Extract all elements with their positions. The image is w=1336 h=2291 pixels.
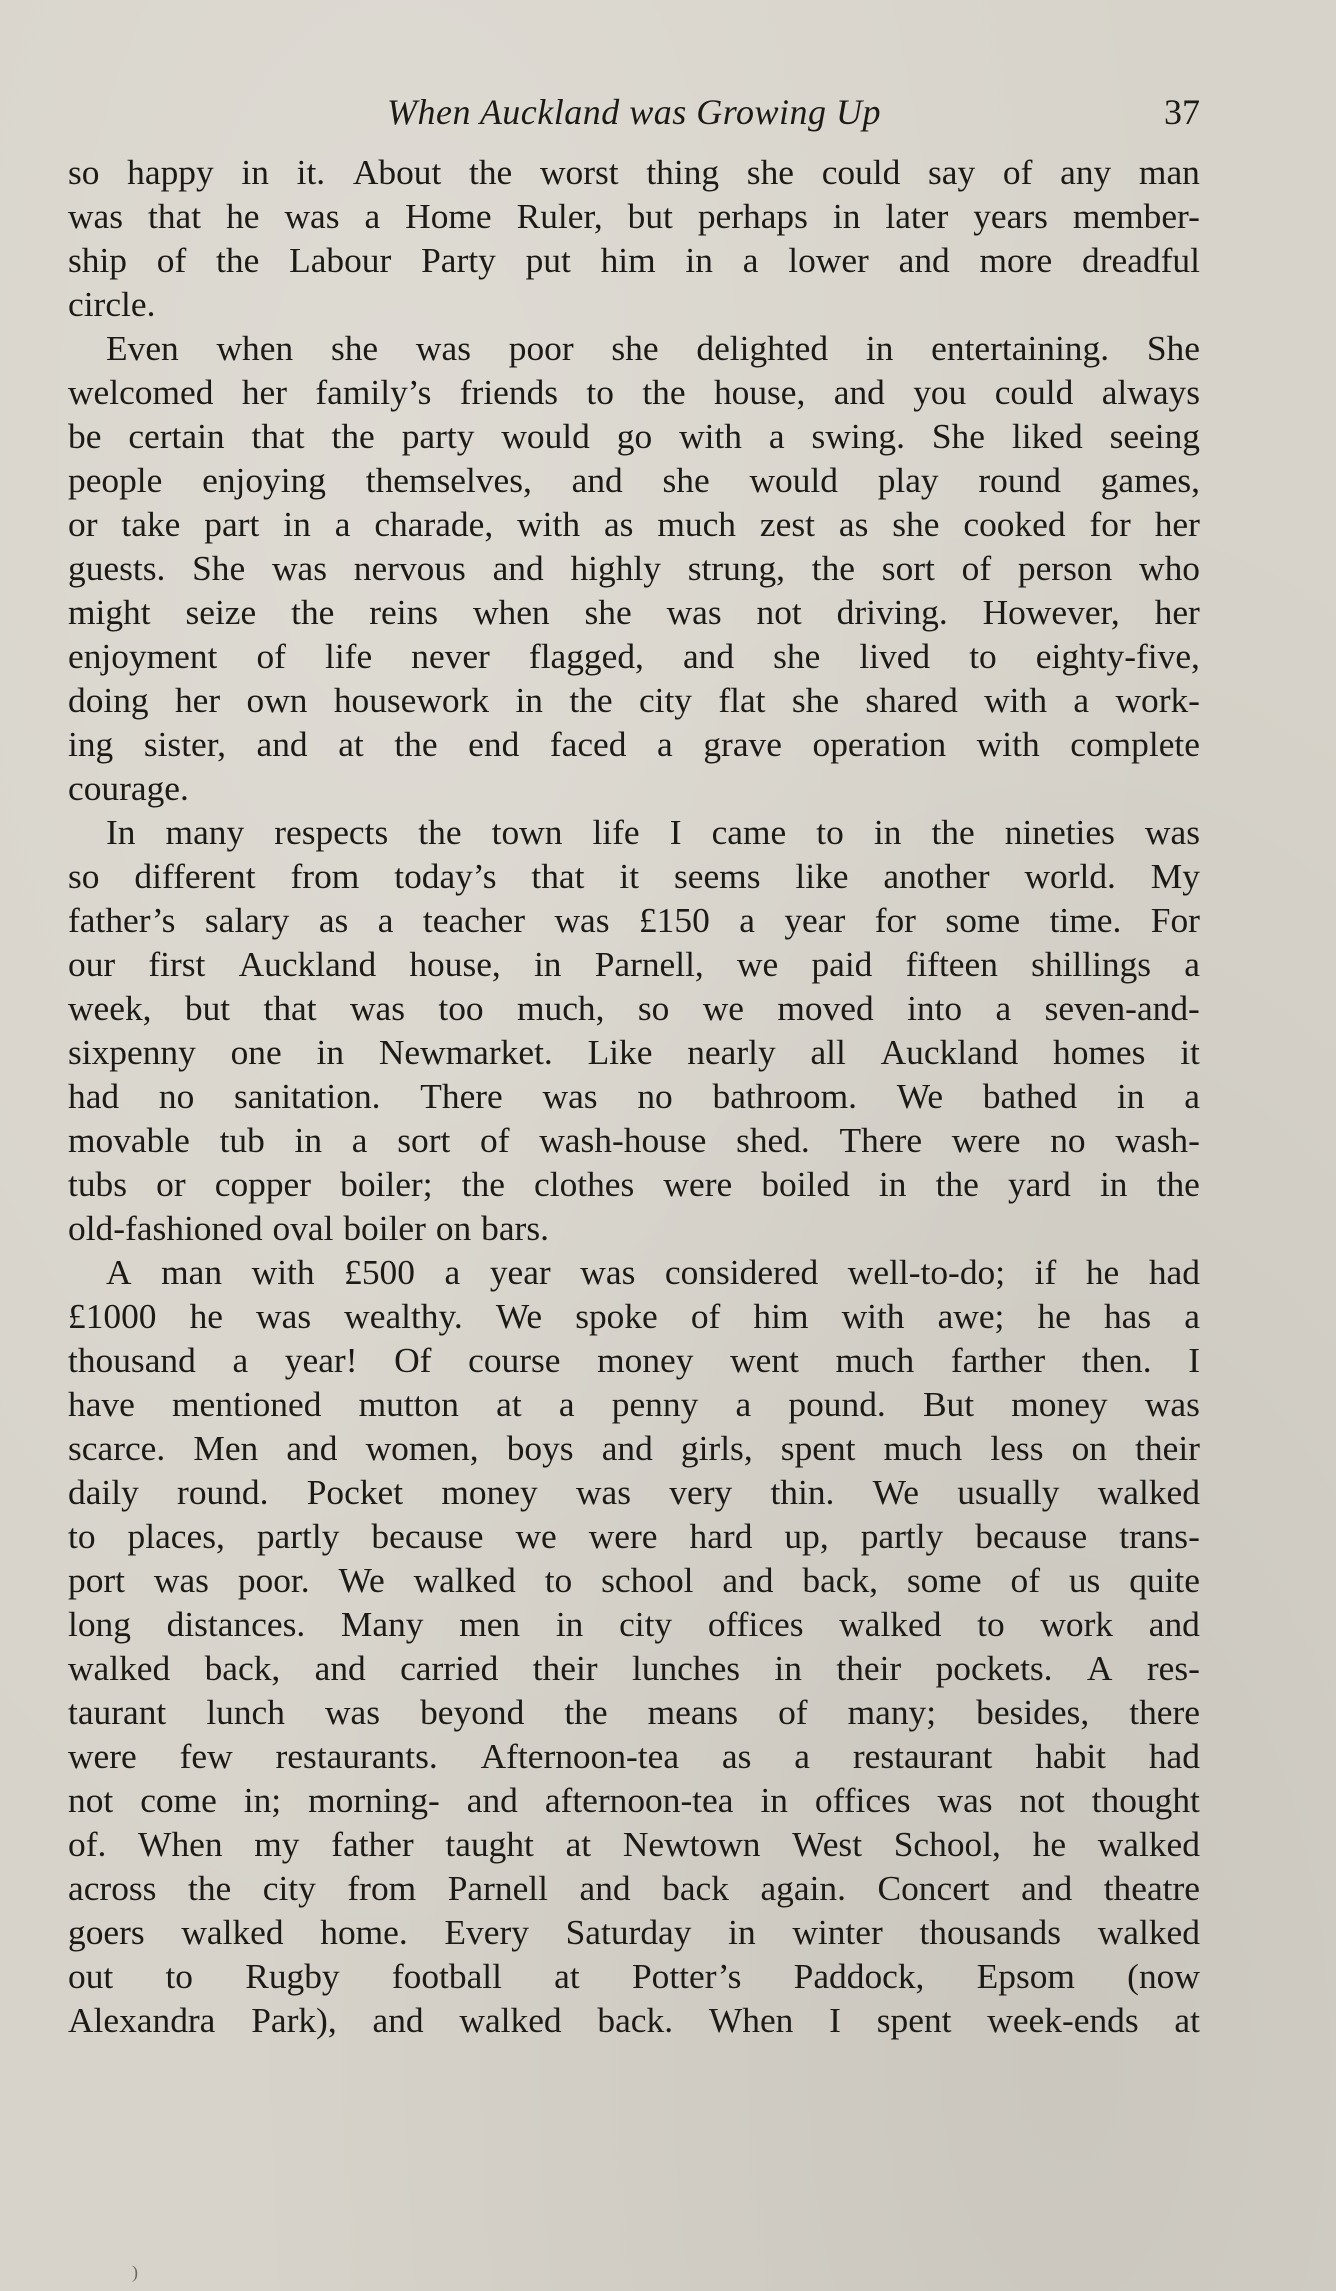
text-line: father’s salary as a teacher was £150 a year for some time. For xyxy=(68,900,1200,940)
text-line: people enjoying themselves, and she would play round games, xyxy=(68,460,1200,500)
text-line: Even when she was poor she delighted in entertaining. She xyxy=(106,328,1200,368)
text-line: have mentioned mutton at a penny a pound. But money was xyxy=(68,1384,1200,1424)
text-line: enjoyment of life never flagged, and she lived to eighty-five, xyxy=(68,636,1200,676)
text-line: or take part in a charade, with as much zest as she cooked for her xyxy=(68,504,1200,544)
paragraph xyxy=(68,150,1200,326)
text-line: so happy in it. About the worst thing she could say of any man xyxy=(68,152,1200,192)
text-line: week, but that was too much, so we moved into a seven-and- xyxy=(68,988,1200,1028)
text-line: goers walked home. Every Saturday in winter thousands walked xyxy=(68,1912,1200,1952)
text-line: might seize the reins when she was not driving. However, her xyxy=(68,592,1200,632)
text-line: our first Auckland house, in Parnell, we paid fifteen shillings a xyxy=(68,944,1200,984)
text-line: port was poor. We walked to school and back, some of us quite xyxy=(68,1560,1200,1600)
text-line: long distances. Many men in city offices walked to work and xyxy=(68,1604,1200,1644)
text-line: out to Rugby football at Potter’s Paddock, Epsom (now xyxy=(68,1956,1200,1996)
text-line: so different from today’s that it seems like another world. My xyxy=(68,856,1200,896)
page-number: 37 xyxy=(1164,92,1200,132)
text-line: Alexandra Park), and walked back. When I spent week-ends at xyxy=(68,2000,1200,2040)
text-line: welcomed her family’s friends to the house, and you could always xyxy=(68,372,1200,412)
running-head-title: When Auckland was Growing Up xyxy=(387,92,881,132)
text-line: not come in; morning- and afternoon-tea in offices was not thought xyxy=(68,1780,1200,1820)
text-line: to places, partly because we were hard up, partly because trans- xyxy=(68,1516,1200,1556)
text-line: £1000 he was wealthy. We spoke of him with awe; he has a xyxy=(68,1296,1200,1336)
text-line: In many respects the town life I came to in the nineties was xyxy=(106,812,1200,852)
text-line: daily round. Pocket money was very thin. We usually walked xyxy=(68,1472,1200,1512)
text-line: ing sister, and at the end faced a grave operation with complete xyxy=(68,724,1200,764)
text-line: tubs or copper boiler; the clothes were boiled in the yard in the xyxy=(68,1164,1200,1204)
text-line: circle. xyxy=(68,284,156,324)
margin-mark: ) xyxy=(132,2262,138,2282)
paragraph xyxy=(68,326,1200,810)
text-line: courage. xyxy=(68,768,189,808)
text-line: scarce. Men and women, boys and girls, spent much less on their xyxy=(68,1428,1200,1468)
text-line: of. When my father taught at Newtown West School, he walked xyxy=(68,1824,1200,1864)
text-line: guests. She was nervous and highly strung, the sort of person who xyxy=(68,548,1200,588)
text-line: sixpenny one in Newmarket. Like nearly all Auckland homes it xyxy=(68,1032,1200,1072)
paragraph xyxy=(68,810,1200,1250)
text-line: ship of the Labour Party put him in a lower and more dreadful xyxy=(68,240,1200,280)
text-line: movable tub in a sort of wash-house shed. There were no wash- xyxy=(68,1120,1200,1160)
text-line: was that he was a Home Ruler, but perhaps in later years member- xyxy=(68,196,1200,236)
text-line: had no sanitation. There was no bathroom. We bathed in a xyxy=(68,1076,1200,1116)
text-line: doing her own housework in the city flat she shared with a work- xyxy=(68,680,1200,720)
body-text xyxy=(68,150,1200,2042)
text-line: taurant lunch was beyond the means of many; besides, there xyxy=(68,1692,1200,1732)
text-line: across the city from Parnell and back again. Concert and theatre xyxy=(68,1868,1200,1908)
paragraph xyxy=(68,1250,1200,2042)
text-line: old-fashioned oval boiler on bars. xyxy=(68,1208,549,1248)
text-line: be certain that the party would go with a swing. She liked seeing xyxy=(68,416,1200,456)
text-line: A man with £500 a year was considered well-to-do; if he had xyxy=(106,1252,1200,1292)
text-line: thousand a year! Of course money went much farther then. I xyxy=(68,1340,1200,1380)
text-line: were few restaurants. Afternoon-tea as a restaurant habit had xyxy=(68,1736,1200,1776)
text-line: walked back, and carried their lunches in their pockets. A res- xyxy=(68,1648,1200,1688)
running-head xyxy=(68,84,1200,140)
